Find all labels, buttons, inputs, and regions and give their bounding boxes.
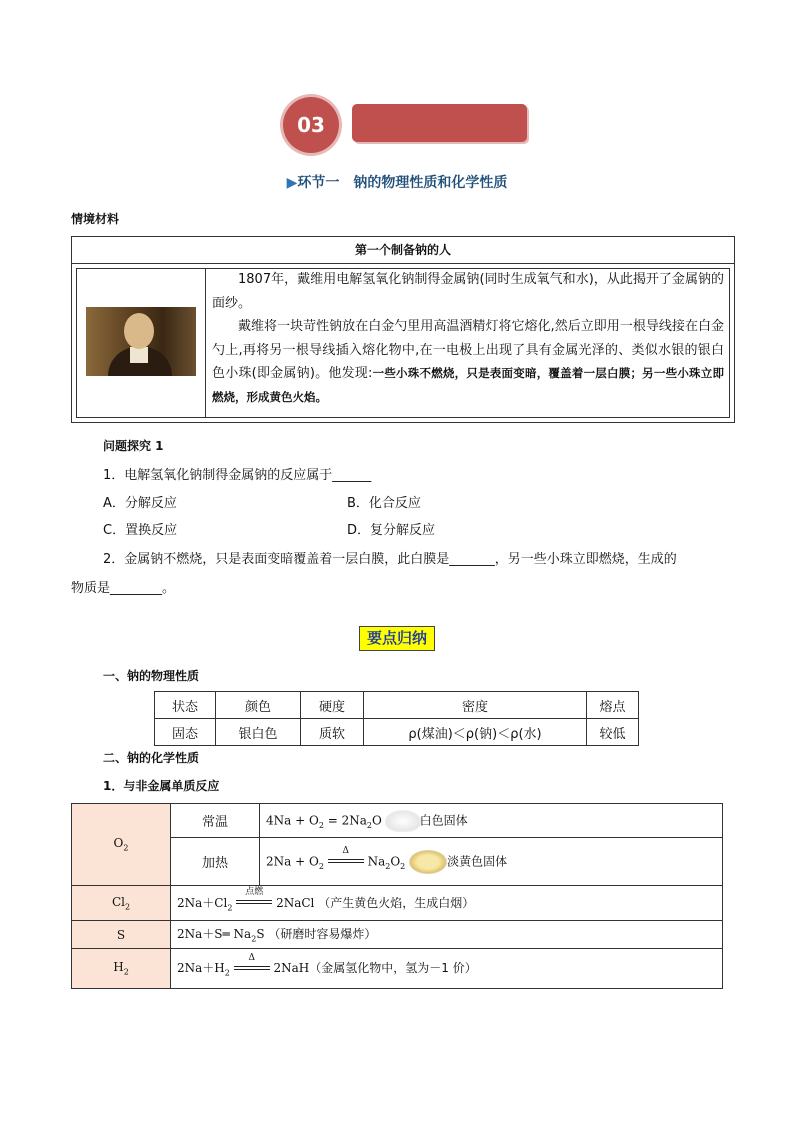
question-1: 1．电解氢氧化钠制得金属钠的反应属于______ [103, 468, 372, 483]
reactant-o2: $O_2$ [72, 804, 171, 886]
product-note: 淡黄色固体 [447, 854, 508, 868]
material-text [212, 268, 724, 409]
reaction-arrow: 点燃 [236, 897, 272, 909]
key-points-tag: 要点归纳 [359, 626, 435, 651]
equation-h2: $2Na+H_2$ Δ 2NaH（金属氢化物中，氢为－1 价） [171, 949, 723, 989]
table-row [72, 949, 723, 989]
section-banner [352, 104, 527, 142]
reaction-arrow: Δ [234, 963, 270, 975]
equation-s: 2Na＋S═ $Na_2S$ （研磨时容易爆炸） [171, 921, 723, 949]
handwritten-highlight: 一些小珠不燃烧，只是表面变暗，覆盖着一层白膜；另一些小珠立即燃烧，形成黄色火焰。 [212, 366, 724, 404]
table-header: 颜色 [216, 692, 301, 719]
material-paragraph-2: 戴维将一块苛性钠放在白金勺里用高温酒精灯将它熔化,然后立即用一根导线接在白金勺上,再将另一根导线插入熔化物中,在一电极上出现了具有金属光泽的、类似水银的银白色小珠(即金属钠)。他发现:一些小珠不燃烧，只是表面变暗，覆盖着一层白膜；另一些小珠立即燃烧，形成黄色火焰。 [212, 319, 724, 404]
table-header: 硬度 [301, 692, 364, 719]
product-note: 白色固体 [419, 813, 468, 827]
table-cell: 固态 [155, 719, 216, 746]
section-number: 03 [297, 113, 325, 137]
option-b: B．化合反应 [347, 496, 421, 511]
question-2-line-1: 2．金属钠不燃烧，只是表面变暗覆盖着一层白膜，此白膜是_______，另一些小珠立即燃烧，生成的 [103, 552, 677, 567]
material-box-title: 第一个制备钠的人 [71, 236, 735, 264]
condition-room-temp: 常温 [171, 804, 260, 838]
condition-heating: 加热 [171, 838, 260, 886]
option-d: D．复分解反应 [347, 523, 436, 538]
equation-o2-room: $4Na + O_2 = 2Na_2O$ 白色固体 [260, 804, 723, 838]
reactant-s: S [72, 921, 171, 949]
table-row [155, 719, 639, 746]
nonmetal-heading: 1．与非金属单质反应 [103, 779, 220, 793]
table-header: 状态 [155, 692, 216, 719]
equation-o2-heat: $2Na + O_2$ Δ $Na_2O_2$ 淡黄色固体 [260, 838, 723, 886]
equation-cl2: $2Na+Cl_2$ 点燃 2NaCl （产生黄色火焰，生成白烟） [171, 886, 723, 921]
question-2-line-2: 物质是________。 [71, 581, 176, 596]
table-cell: 银白色 [216, 719, 301, 746]
table-header: 密度 [364, 692, 587, 719]
physical-properties-table [154, 691, 639, 746]
table-row [72, 804, 723, 838]
section-title: ▶环节一 钠的物理性质和化学性质 [286, 175, 508, 191]
material-paragraph-1: 1807年，戴维用电解氢氧化钠制得金属钠(同时生成氧气和水)，从此揭开了金属钠的面纱。 [212, 272, 724, 311]
table-row [72, 921, 723, 949]
table-cell: ρ(煤油)＜ρ(钠)＜ρ(水) [364, 719, 587, 746]
table-header: 熔点 [587, 692, 639, 719]
white-powder-image [386, 811, 420, 831]
chemical-heading: 二、钠的化学性质 [103, 751, 200, 765]
option-c: C．置换反应 [103, 523, 178, 538]
davy-portrait-image [86, 307, 196, 376]
reactions-table [71, 803, 723, 989]
table-row [72, 886, 723, 921]
reactant-cl2: $Cl_2$ [72, 886, 171, 921]
option-a: A．分解反应 [103, 496, 177, 511]
section-number-badge [283, 97, 339, 153]
table-header-row [155, 692, 639, 719]
reaction-arrow: Δ [328, 856, 364, 868]
table-cell: 质软 [301, 719, 364, 746]
table-cell: 较低 [587, 719, 639, 746]
material-label: 情境材料 [71, 212, 120, 226]
physical-heading: 一、钠的物理性质 [103, 669, 200, 683]
triangle-icon: ▶ [286, 175, 298, 191]
question-label: 问题探究 1 [103, 439, 164, 453]
yellow-solid-dish-image [409, 850, 447, 874]
reactant-h2: $H_2$ [72, 949, 171, 989]
